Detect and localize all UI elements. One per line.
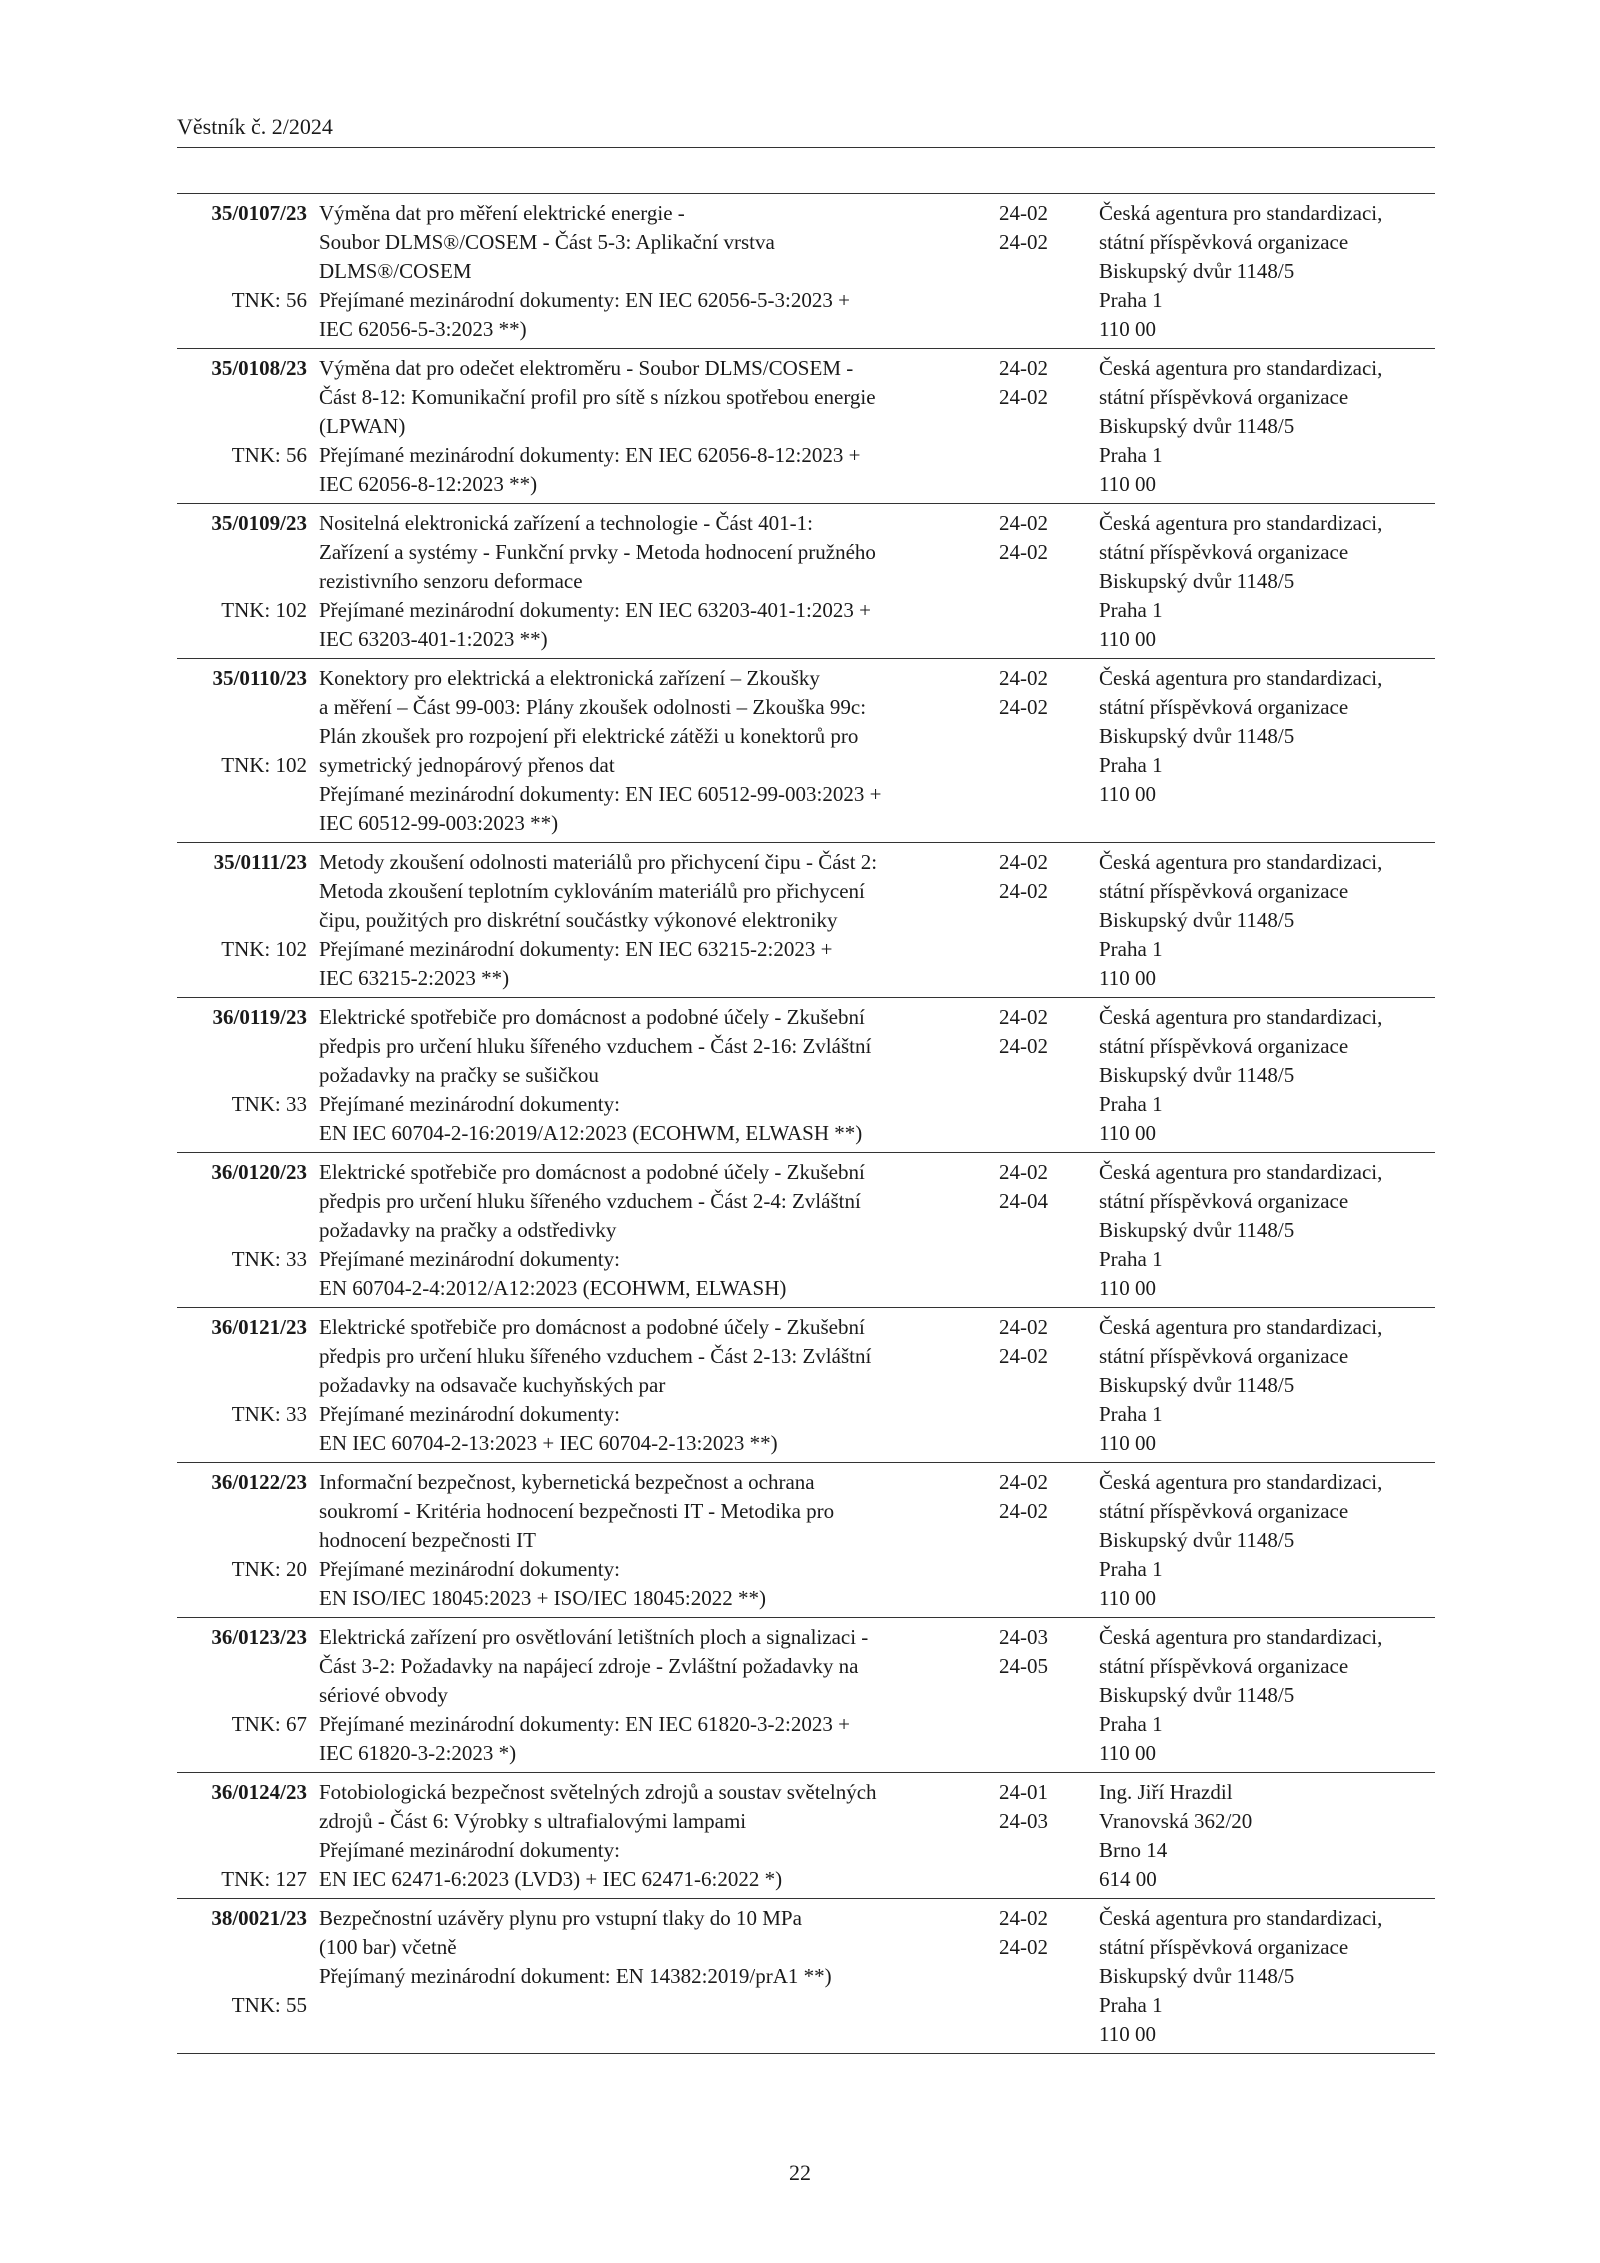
standard-title-cell [319,509,972,654]
record-code: 36/0119/23 [212,1005,307,1029]
date-value: 24-02 [999,695,1048,719]
title-line: Nositelná elektronická zařízení a technologie - Část 401-1: [319,511,813,535]
record-code: 38/0021/23 [211,1906,307,1930]
address-line: Biskupský dvůr 1148/5 [1099,414,1295,438]
tnk-label: TNK: 56 [231,443,307,467]
tnk-label: TNK: 67 [231,1712,307,1736]
title-line: sériové obvody [319,1683,448,1707]
processor-address-cell [1099,1468,1435,1613]
tnk-label: TNK: 102 [221,753,307,777]
address-line: 110 00 [1099,1431,1156,1455]
processor-address-cell [1099,1623,1435,1768]
table-row [177,1773,1435,1899]
tnk-label: TNK: 102 [221,598,307,622]
record-number-cell [177,509,307,654]
title-line: Konektory pro elektrická a elektronická zařízení – Zkoušky [319,666,820,690]
address-line: státní příspěvková organizace [1099,1344,1349,1368]
title-line: zdrojů - Část 6: Výrobky s ultrafialovými lampami [319,1809,747,1833]
standard-title-cell [319,664,972,838]
address-line: Česká agentura pro standardizaci, [1099,1160,1383,1184]
title-line: Část 8-12: Komunikační profil pro sítě s nízkou spotřebou energie [319,385,876,409]
standard-title-cell [319,848,972,993]
address-line: Česká agentura pro standardizaci, [1099,666,1383,690]
dates-cell [999,1313,1069,1458]
address-line: Praha 1 [1099,598,1163,622]
title-line: symetrický jednopárový přenos dat [319,753,615,777]
tnk-label: TNK: 20 [231,1557,307,1581]
record-code: 36/0120/23 [211,1160,307,1184]
processor-address-cell [1099,509,1435,654]
address-line: Biskupský dvůr 1148/5 [1099,1528,1295,1552]
standard-title-cell [319,1313,972,1458]
address-line: Biskupský dvůr 1148/5 [1099,1683,1295,1707]
record-number-cell [177,848,307,993]
date-value: 24-03 [999,1625,1048,1649]
address-line: Biskupský dvůr 1148/5 [1099,259,1295,283]
address-line: Biskupský dvůr 1148/5 [1099,724,1295,748]
title-line: Zařízení a systémy - Funkční prvky - Metoda hodnocení pružného [319,540,876,564]
title-line: Elektrické spotřebiče pro domácnost a podobné účely - Zkušební [319,1315,865,1339]
address-line: Biskupský dvůr 1148/5 [1099,908,1295,932]
address-line: státní příspěvková organizace [1099,230,1349,254]
title-line: DLMS®/COSEM [319,259,472,283]
processor-address-cell [1099,1158,1435,1303]
title-line: EN 60704-2-4:2012/A12:2023 (ECOHWM, ELWASH) [319,1276,787,1300]
title-line: Přejímané mezinárodní dokumenty: [319,1838,620,1862]
record-code: 35/0109/23 [211,511,307,535]
table-row [177,1153,1435,1308]
table-row [177,1463,1435,1618]
address-line: 110 00 [1099,472,1156,496]
dates-cell [999,1468,1069,1613]
standard-title-cell [319,1778,972,1894]
title-line: Přejímaný mezinárodní dokument: EN 14382:2019/prA1 **) [319,1964,832,1988]
address-line: 614 00 [1099,1867,1157,1891]
address-line: Praha 1 [1099,1993,1163,2017]
journal-title: Věstník č. 2/2024 [177,114,333,139]
address-line: 110 00 [1099,1276,1156,1300]
processor-address-cell [1099,848,1435,993]
address-line: státní příspěvková organizace [1099,1034,1349,1058]
address-line: Praha 1 [1099,1247,1163,1271]
standard-title-cell [319,1623,972,1768]
address-line: Česká agentura pro standardizaci, [1099,1005,1383,1029]
record-code: 35/0107/23 [211,201,307,225]
title-line: Metody zkoušení odolnosti materiálů pro přichycení čipu - Část 2: [319,850,878,874]
address-line: státní příspěvková organizace [1099,1499,1349,1523]
tnk-label: TNK: 33 [231,1402,307,1426]
table-row [177,659,1435,843]
address-line: státní příspěvková organizace [1099,879,1349,903]
address-line: 110 00 [1099,627,1156,651]
date-value: 24-02 [999,201,1048,225]
tnk-label: TNK: 55 [231,1993,307,2017]
title-line: Přejímané mezinárodní dokumenty: EN IEC 62056-5-3:2023 + [319,288,850,312]
table-row [177,1899,1435,2054]
address-line: Praha 1 [1099,1402,1163,1426]
date-value: 24-02 [999,1344,1048,1368]
record-number-cell [177,354,307,499]
title-line: soukromí - Kritéria hodnocení bezpečnosti IT - Metodika pro [319,1499,835,1523]
address-line: Praha 1 [1099,443,1163,467]
address-line: Biskupský dvůr 1148/5 [1099,1373,1295,1397]
tnk-label: TNK: 56 [231,288,307,312]
title-line: a měření – Část 99-003: Plány zkoušek odolnosti – Zkouška 99c: [319,695,867,719]
title-line: Výměna dat pro měření elektrické energie - [319,201,685,225]
record-code: 36/0123/23 [211,1625,307,1649]
address-line: Česká agentura pro standardizaci, [1099,201,1383,225]
table-row [177,349,1435,504]
address-line: Brno 14 [1099,1838,1168,1862]
title-line: IEC 62056-8-12:2023 **) [319,472,538,496]
dates-cell [999,1778,1069,1894]
address-line: 110 00 [1099,1586,1156,1610]
address-line: Česká agentura pro standardizaci, [1099,1625,1383,1649]
address-line: Česká agentura pro standardizaci, [1099,356,1383,380]
record-code: 35/0108/23 [211,356,307,380]
address-line: 110 00 [1099,2022,1156,2046]
date-value: 24-05 [999,1654,1048,1678]
title-line: Soubor DLMS®/COSEM - Část 5-3: Aplikační vrstva [319,230,775,254]
date-value: 24-02 [999,356,1048,380]
address-line: Praha 1 [1099,753,1163,777]
title-line: Informační bezpečnost, kybernetická bezpečnost a ochrana [319,1470,815,1494]
address-line: Ing. Jiří Hrazdil [1099,1780,1233,1804]
address-line: státní příspěvková organizace [1099,1654,1349,1678]
title-line: požadavky na pračky a odstředivky [319,1218,617,1242]
table-row [177,194,1435,349]
table-row [177,1308,1435,1463]
standard-title-cell [319,354,972,499]
address-line: Česká agentura pro standardizaci, [1099,1906,1383,1930]
title-line: Přejímané mezinárodní dokumenty: EN IEC 63215-2:2023 + [319,937,833,961]
title-line: EN IEC 62471-6:2023 (LVD3) + IEC 62471-6:2022 *) [319,1867,783,1891]
processor-address-cell [1099,1003,1435,1148]
title-line: Bezpečnostní uzávěry plynu pro vstupní tlaky do 10 MPa [319,1906,802,1930]
date-value: 24-02 [999,1935,1048,1959]
title-line: IEC 61820-3-2:2023 *) [319,1741,517,1765]
page-number: 22 [789,2160,811,2185]
title-line: Metoda zkoušení teplotním cyklováním materiálů pro přichycení [319,879,865,903]
title-line: Fotobiologická bezpečnost světelných zdrojů a soustav světelných [319,1780,877,1804]
dates-cell [999,1003,1069,1148]
title-line: Elektrické spotřebiče pro domácnost a podobné účely - Zkušební [319,1160,865,1184]
dates-cell [999,354,1069,499]
table-row [177,843,1435,998]
standard-title-cell [319,1003,972,1148]
tnk-label: TNK: 102 [221,937,307,961]
title-line: IEC 60512-99-003:2023 **) [319,811,559,835]
record-code: 35/0110/23 [212,666,307,690]
title-line: Elektrická zařízení pro osvětlování letištních ploch a signalizaci - [319,1625,869,1649]
title-line: rezistivního senzoru deformace [319,569,583,593]
table-row [177,1618,1435,1773]
address-line: Biskupský dvůr 1148/5 [1099,1964,1295,1988]
record-number-cell [177,664,307,838]
dates-cell [999,509,1069,654]
address-line: Biskupský dvůr 1148/5 [1099,1218,1295,1242]
date-value: 24-02 [999,879,1048,903]
address-line: Praha 1 [1099,1092,1163,1116]
record-number-cell [177,1003,307,1148]
record-number-cell [177,199,307,344]
address-line: státní příspěvková organizace [1099,385,1349,409]
title-line: Přejímané mezinárodní dokumenty: EN IEC 61820-3-2:2023 + [319,1712,850,1736]
address-line: Česká agentura pro standardizaci, [1099,850,1383,874]
record-number-cell [177,1778,307,1894]
address-line: Praha 1 [1099,288,1163,312]
processor-address-cell [1099,1778,1435,1894]
record-number-cell [177,1468,307,1613]
date-value: 24-02 [999,511,1048,535]
address-line: státní příspěvková organizace [1099,695,1349,719]
record-code: 36/0124/23 [211,1780,307,1804]
address-line: Česká agentura pro standardizaci, [1099,1470,1383,1494]
record-code: 36/0122/23 [211,1470,307,1494]
record-number-cell [177,1904,307,2049]
date-value: 24-02 [999,1034,1048,1058]
table-row [177,998,1435,1153]
address-line: 110 00 [1099,1121,1156,1145]
processor-address-cell [1099,1904,1435,2049]
standard-title-cell [319,1158,972,1303]
title-line: hodnocení bezpečnosti IT [319,1528,536,1552]
address-line: 110 00 [1099,966,1156,990]
date-value: 24-02 [999,1005,1048,1029]
title-line: Přejímané mezinárodní dokumenty: [319,1092,620,1116]
title-line: předpis pro určení hluku šířeného vzduchem - Část 2-4: Zvláštní [319,1189,861,1213]
date-value: 24-02 [999,666,1048,690]
title-line: IEC 63203-401-1:2023 **) [319,627,548,651]
title-line: Přejímané mezinárodní dokumenty: [319,1402,620,1426]
standard-title-cell [319,1468,972,1613]
title-line: EN ISO/IEC 18045:2023 + ISO/IEC 18045:2022 **) [319,1586,766,1610]
title-line: Přejímané mezinárodní dokumenty: EN IEC 63203-401-1:2023 + [319,598,871,622]
record-number-cell [177,1623,307,1768]
dates-cell [999,1623,1069,1768]
date-value: 24-02 [999,1906,1048,1930]
dates-cell [999,1904,1069,2049]
title-line: EN IEC 60704-2-13:2023 + IEC 60704-2-13:2023 **) [319,1431,778,1455]
processor-address-cell [1099,199,1435,344]
address-line: 110 00 [1099,782,1156,806]
address-line: Praha 1 [1099,1712,1163,1736]
title-line: požadavky na odsavače kuchyňských par [319,1373,666,1397]
date-value: 24-02 [999,1160,1048,1184]
record-number-cell [177,1158,307,1303]
address-line: Česká agentura pro standardizaci, [1099,511,1383,535]
tnk-label: TNK: 33 [231,1092,307,1116]
standard-title-cell [319,1904,972,2049]
dates-cell [999,848,1069,993]
date-value: 24-02 [999,385,1048,409]
title-line: IEC 63215-2:2023 **) [319,966,510,990]
address-line: Praha 1 [1099,1557,1163,1581]
address-line: Biskupský dvůr 1148/5 [1099,569,1295,593]
title-line: čipu, použitých pro diskrétní součástky výkonové elektroniky [319,908,838,932]
title-line: (LPWAN) [319,414,406,438]
title-line: EN IEC 60704-2-16:2019/A12:2023 (ECOHWM, ELWASH **) [319,1121,863,1145]
address-line: Česká agentura pro standardizaci, [1099,1315,1383,1339]
table-row [177,504,1435,659]
date-value: 24-02 [999,1470,1048,1494]
title-line: Plán zkoušek pro rozpojení při elektrické zátěži u konektorů pro [319,724,859,748]
page-header [177,113,1435,148]
processor-address-cell [1099,1313,1435,1458]
record-code: 35/0111/23 [213,850,307,874]
title-line: Přejímané mezinárodní dokumenty: EN IEC 62056-8-12:2023 + [319,443,861,467]
record-code: 36/0121/23 [211,1315,307,1339]
dates-cell [999,1158,1069,1303]
tnk-label: TNK: 127 [221,1867,307,1891]
title-line: Přejímané mezinárodní dokumenty: [319,1247,620,1271]
date-value: 24-01 [999,1780,1048,1804]
title-line: Přejímané mezinárodní dokumenty: EN IEC 60512-99-003:2023 + [319,782,882,806]
title-line: Elektrické spotřebiče pro domácnost a podobné účely - Zkušební [319,1005,865,1029]
address-line: státní příspěvková organizace [1099,540,1349,564]
record-number-cell [177,1313,307,1458]
title-line: předpis pro určení hluku šířeného vzduchem - Část 2-16: Zvláštní [319,1034,872,1058]
dates-cell [999,664,1069,838]
processor-address-cell [1099,664,1435,838]
address-line: 110 00 [1099,317,1156,341]
standard-title-cell [319,199,972,344]
date-value: 24-02 [999,1499,1048,1523]
dates-cell [999,199,1069,344]
address-line: Praha 1 [1099,937,1163,961]
date-value: 24-02 [999,230,1048,254]
address-line: státní příspěvková organizace [1099,1935,1349,1959]
date-value: 24-02 [999,540,1048,564]
processor-address-cell [1099,354,1435,499]
title-line: Přejímané mezinárodní dokumenty: [319,1557,620,1581]
address-line: státní příspěvková organizace [1099,1189,1349,1213]
address-line: 110 00 [1099,1741,1156,1765]
date-value: 24-02 [999,850,1048,874]
date-value: 24-04 [999,1189,1048,1213]
title-line: předpis pro určení hluku šířeného vzduchem - Část 2-13: Zvláštní [319,1344,872,1368]
date-value: 24-03 [999,1809,1048,1833]
tnk-label: TNK: 33 [231,1247,307,1271]
title-line: (100 bar) včetně [319,1935,457,1959]
title-line: Část 3-2: Požadavky na napájecí zdroje - Zvláštní požadavky na [319,1654,859,1678]
date-value: 24-02 [999,1315,1048,1339]
title-line: požadavky na pračky se sušičkou [319,1063,599,1087]
address-line: Biskupský dvůr 1148/5 [1099,1063,1295,1087]
title-line: Výměna dat pro odečet elektroměru - Soubor DLMS/COSEM - [319,356,854,380]
standards-table [177,193,1435,2054]
address-line: Vranovská 362/20 [1099,1809,1253,1833]
title-line: IEC 62056-5-3:2023 **) [319,317,527,341]
